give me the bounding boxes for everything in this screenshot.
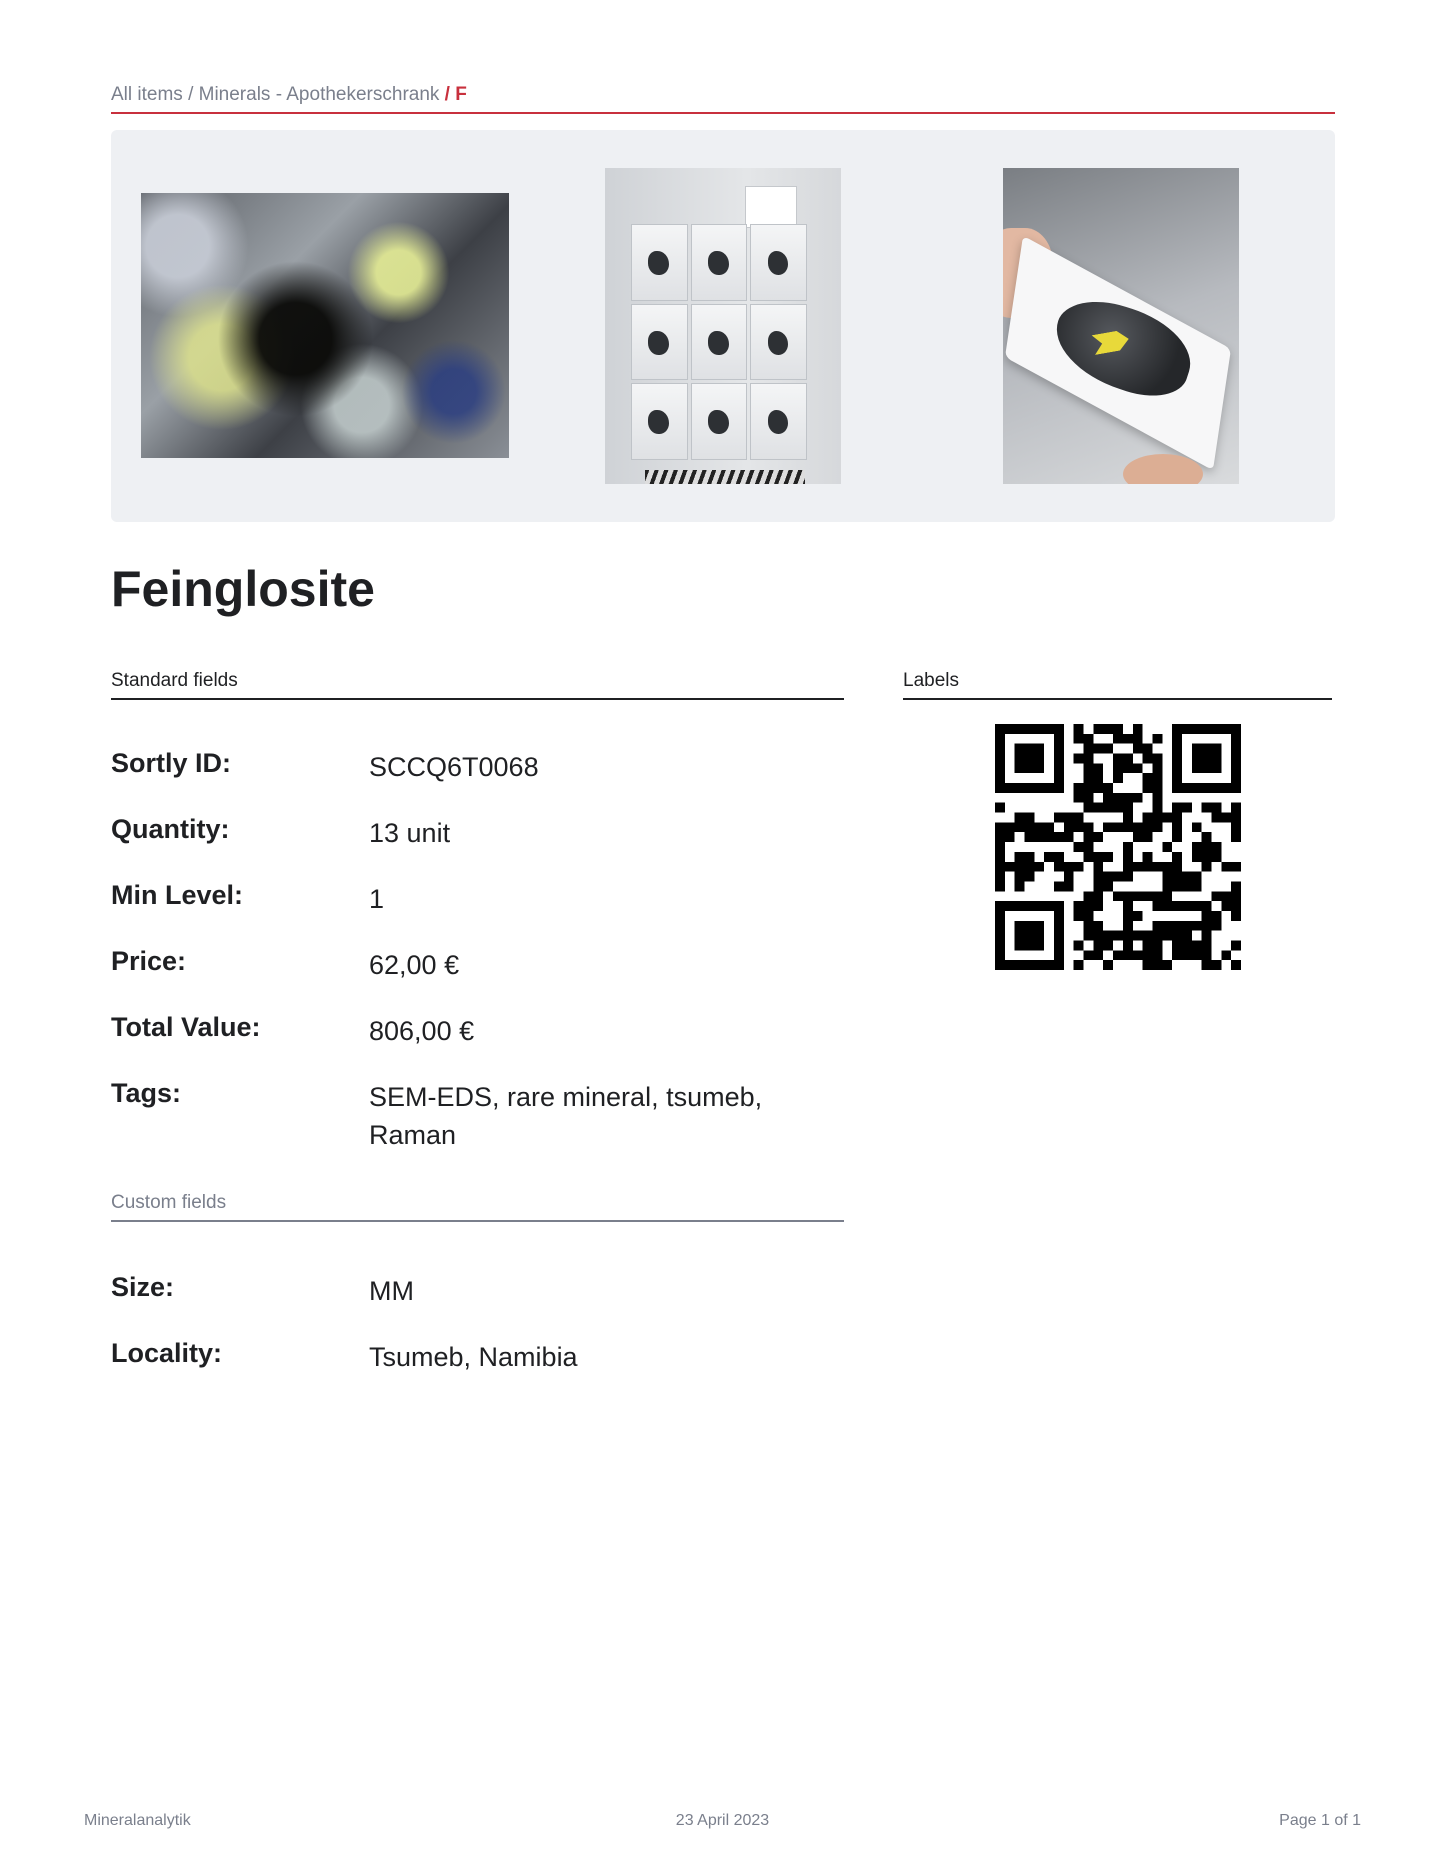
field-value: MM (369, 1276, 414, 1306)
specimen-box (631, 383, 688, 460)
breadcrumb-separator: / (439, 84, 456, 105)
box-lid (745, 186, 797, 228)
field-label: Tags: (111, 1078, 182, 1108)
field-label: Total Value: (111, 1012, 261, 1042)
photo-microscope-crystals[interactable] (141, 193, 509, 458)
specimen-box (691, 304, 748, 381)
photo-specimen-boxes[interactable] (605, 168, 841, 484)
field-label: Sortly ID: (111, 748, 232, 778)
footer-page: Page 1 of 1 (1279, 1812, 1361, 1829)
specimen-box (750, 383, 807, 460)
photo-gallery (111, 130, 1335, 522)
specimen-box (631, 224, 688, 301)
field-value: Tsumeb, Namibia (369, 1342, 578, 1372)
field-value: 806,00 € (369, 1016, 475, 1046)
field-value: 1 (369, 884, 385, 914)
field-label: Locality: (111, 1338, 223, 1368)
breadcrumb (111, 84, 1335, 114)
item-title: Feinglosite (111, 561, 375, 617)
standard-fields-heading: Standard fields (111, 670, 844, 700)
footer-date: 23 April 2023 (675, 1812, 770, 1829)
field-value: 62,00 € (369, 950, 460, 980)
specimen-box (750, 304, 807, 381)
footer-company: Mineralanalytik (84, 1812, 191, 1829)
specimen-box (691, 383, 748, 460)
labels-heading: Labels (903, 670, 1332, 700)
field-label: Min Level: (111, 880, 244, 910)
breadcrumb-path[interactable]: All items / Minerals - Apothekerschrank (111, 84, 440, 105)
field-value: SCCQ6T0068 (369, 752, 539, 782)
specimen-box (631, 304, 688, 381)
specimen-shelf (631, 224, 807, 460)
field-value: SEM-EDS, rare mineral, tsumeb, Raman (369, 1082, 763, 1150)
field-value: 13 unit (369, 818, 451, 848)
field-label: Size: (111, 1272, 175, 1302)
breadcrumb-current: F (455, 84, 467, 105)
field-label: Price: (111, 946, 187, 976)
custom-fields-heading: Custom fields (111, 1192, 844, 1222)
qr-code-icon[interactable] (995, 724, 1241, 970)
field-label: Quantity: (111, 814, 230, 844)
radiator-vent (645, 470, 805, 484)
specimen-box (750, 224, 807, 301)
specimen-box (691, 224, 748, 301)
photo-specimen-tray[interactable] (1003, 168, 1239, 484)
